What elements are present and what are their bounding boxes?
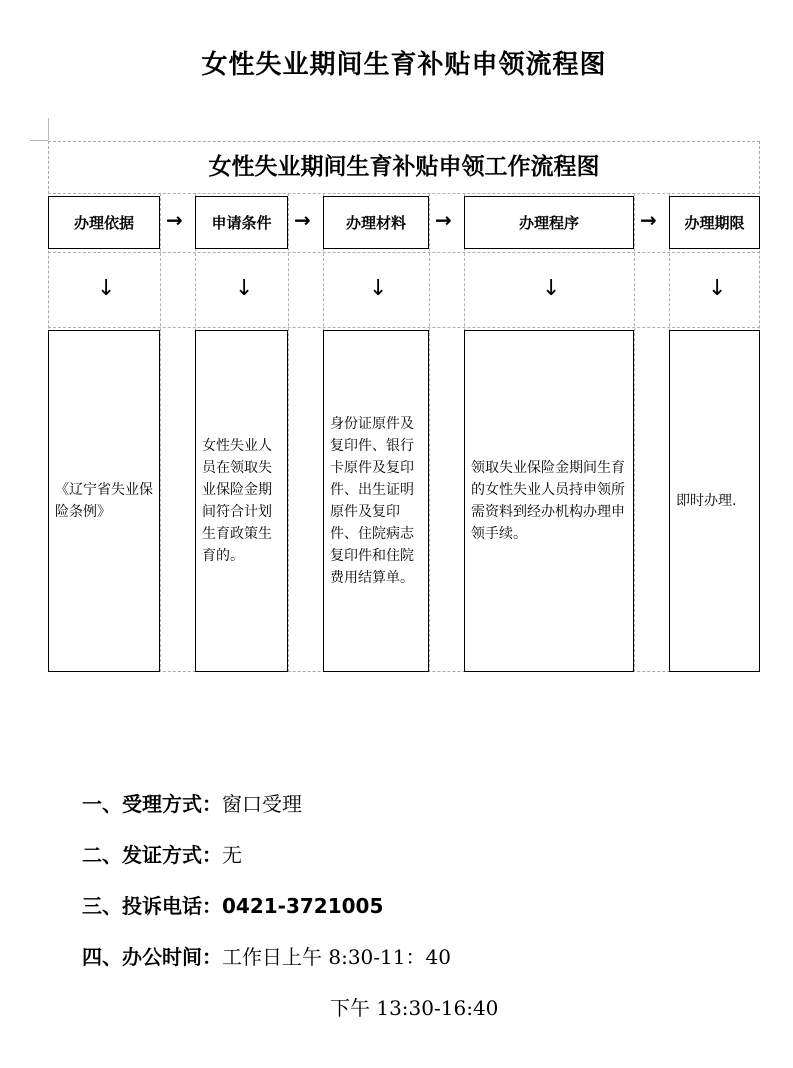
- grid-line: [48, 252, 760, 253]
- info-complaint-phone: [82, 890, 383, 919]
- corner-mark-vertical: [48, 118, 49, 140]
- right-arrow-icon: →: [294, 208, 311, 232]
- step-header-timelimit: 办理期限: [669, 196, 760, 249]
- grid-line: [48, 327, 760, 328]
- info-label: 二、发证方式：: [82, 843, 222, 867]
- step-content-basis: [48, 330, 160, 672]
- right-arrow-icon: →: [166, 208, 183, 232]
- right-arrow-icon: →: [640, 208, 657, 232]
- grid-line: [48, 193, 760, 194]
- info-value: 无: [222, 843, 242, 867]
- step-content-timelimit: [669, 330, 760, 672]
- down-arrow-icon: ↓: [97, 276, 116, 301]
- step-content-text: 领取失业保险金期间生育的女性失业人员持申领所需资料到经办机构办理申领手续。: [471, 460, 625, 542]
- grid-line: [288, 193, 289, 672]
- down-arrow-icon: ↓: [542, 276, 561, 301]
- info-label: 三、投诉电话：: [82, 894, 222, 918]
- grid-line: [634, 193, 635, 672]
- step-content-text: 即时办理.: [676, 493, 737, 509]
- step-content-text: 女性失业人员在领取失业保险金期间符合计划生育政策生育的。: [202, 438, 272, 564]
- step-header-procedure: 办理程序: [464, 196, 634, 249]
- down-arrow-icon: ↓: [708, 276, 727, 301]
- grid-line: [160, 193, 161, 672]
- step-content-conditions: [195, 330, 288, 672]
- corner-mark-horizontal: [30, 140, 48, 141]
- flowchart-title: 女性失业期间生育补贴申领工作流程图: [208, 154, 600, 180]
- step-header-basis: 办理依据: [48, 196, 160, 249]
- info-office-hours-afternoon: 下午 13:30-16:40: [330, 996, 499, 1020]
- info-accept-method: [82, 788, 302, 817]
- info-label: 四、办公时间：: [82, 945, 222, 969]
- info-label: 一、受理方式：: [82, 792, 222, 816]
- step-header-conditions: 申请条件: [195, 196, 288, 249]
- down-arrow-icon: ↓: [235, 276, 254, 301]
- info-value: 工作日上午 8:30-11：40: [222, 945, 451, 969]
- down-arrow-icon: ↓: [369, 276, 388, 301]
- page-title: 女性失业期间生育补贴申领流程图: [201, 50, 607, 80]
- info-office-hours: [82, 941, 451, 970]
- step-content-text: 《辽宁省失业保险条例》: [55, 482, 153, 520]
- step-header-materials: 办理材料: [323, 196, 429, 249]
- grid-line: [429, 193, 430, 672]
- step-content-text: 身份证原件及复印件、银行卡原件及复印件、出生证明原件及复印件、住院病志复印件和住院费用结算单。: [330, 416, 414, 586]
- info-value: 0421-3721005: [222, 894, 384, 918]
- info-value: 窗口受理: [222, 792, 302, 816]
- step-content-procedure: [464, 330, 634, 672]
- right-arrow-icon: →: [435, 208, 452, 232]
- step-content-materials: [323, 330, 429, 672]
- info-certificate-method: [82, 839, 242, 868]
